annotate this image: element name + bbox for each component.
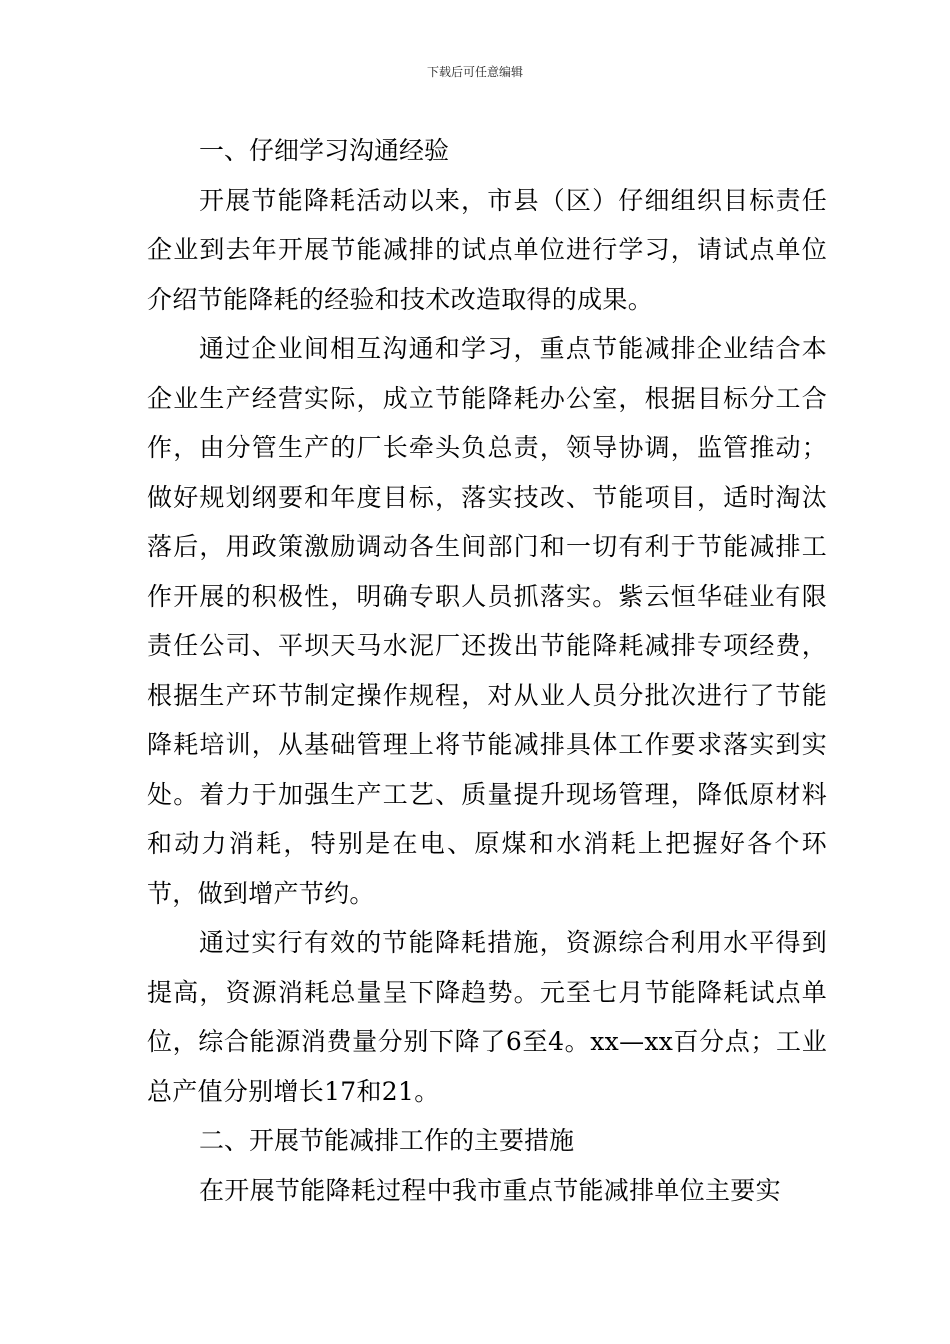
paragraph-1: 开展节能降耗活动以来，市县（区）仔细组织目标责任企业到去年开展节能减排的试点单位进行学习，请试点单位介绍节能降耗的经验和技术改造取得的成果。 (147, 185, 827, 314)
document-body (147, 126, 827, 1215)
page-header: 下载后可任意编辑 (426, 65, 523, 79)
section-heading-2: 二、开展节能减排工作的主要措施 (199, 1126, 575, 1155)
section-heading-1: 一、仔细学习沟通经验 (199, 136, 450, 165)
paragraph-2: 通过企业间相互沟通和学习，重点节能减排企业结合本企业生产经营实际，成立节能降耗办公室，根据目标分工合作，由分管生产的厂长牵头负总责，领导协调，监管推动；做好规划纲要和年度目标，落实技改、节能项目，适时淘汰落后，用政策激励调动各生间部门和一切有利于节能减排工作开展的积极性，明确专职人员抓落实。紫云恒华硅业有限责任公司、平坝天马水泥厂还拨出节能降耗减排专项经费，根据生产环节制定操作规程，对从业人员分批次进行了节能降耗培训，从基础管理上将节能减排具体工作要求落实到实处。着力于加强生产工艺、质量提升现场管理，降低原材料和动力消耗，特别是在电、原煤和水消耗上把握好各个环节，做到增产节约。 (147, 334, 827, 908)
paragraph-4: 在开展节能降耗过程中我市重点节能减排单位主要实 (199, 1175, 781, 1205)
paragraph-3: 通过实行有效的节能降耗措施，资源综合利用水平得到提高，资源消耗总量呈下降趋势。元至七月节能降耗试点单位，综合能源消费量分别下降了6至4。xx—xx百分点；工业总产值分别增长17和21。 (147, 928, 827, 1106)
